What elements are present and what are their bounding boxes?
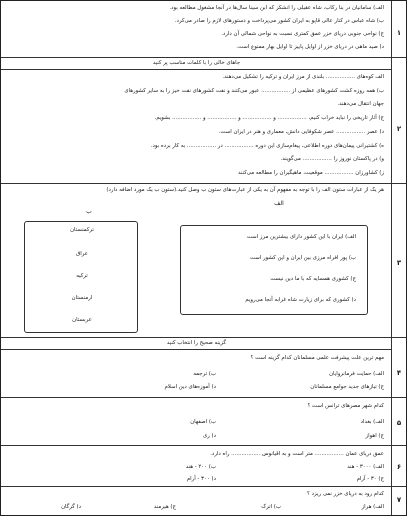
question-number-7: ۷: [396, 496, 402, 504]
q6-option-d[interactable]: د) ۳۰۰ - آرام: [186, 476, 216, 482]
q1-line-c: ج) نواحی جنوبی دریای خزر عمق کمتری نسبت به نواحی شمالی آن دارد.: [221, 31, 384, 37]
q4-header-divider: [1, 349, 392, 350]
divider-3: [1, 337, 406, 338]
q2-line-b: ب) همه روزه کشت کشورهای عظیمی از ................. عبور می‌کنند و نفت کشورهای نفت خیز را به سایر کشورهای: [124, 88, 384, 94]
divider-5: [1, 445, 406, 446]
q7-option-b[interactable]: ب) اترک: [261, 504, 281, 510]
q3-alef-item-a: الف) ایران با این کشور دارای بیشترین مرز است: [246, 234, 356, 240]
q5-question: کدام شهر مصرهای ترانس است ؟: [307, 403, 384, 409]
q1-line-b: ب) شاه عباس در کنار عالی قاپو به ایران کشور می‌پرداخت و دستورهای لازم را صادر می‌کرد.: [174, 18, 384, 24]
q2-line-b-cont: جهان انتقال می‌دهند.: [337, 101, 384, 107]
q2-line-g: ز) کشاورزان ................. موقعیت، ماهیگیران را مطالعه می‌کنند: [238, 170, 384, 176]
divider-2: [1, 183, 406, 184]
question-number-2: ۲: [396, 125, 402, 133]
q3-col-be-title: ب: [86, 208, 92, 215]
q2-header-divider: [1, 69, 392, 70]
question-number-4: ۴: [396, 369, 402, 377]
q2-line-e: ه) کشتیرانی پیمان‌های دوره اطلاعی، پیغام‌سازی این دوره ................. در ................. به کار برده بود.: [150, 143, 384, 149]
q2-line-f: و) در پاکستان نوروز را ................. می‌گویند.: [280, 156, 384, 162]
q6-option-b[interactable]: ب) ۲۰۰ - هند: [185, 464, 216, 470]
q6-option-a[interactable]: الف) ۳۰۰۰ - هند: [347, 464, 384, 470]
q5-option-b[interactable]: ب) اصفهان: [190, 419, 216, 425]
q3-alef-item-c: ج) کشوری همسایه که با ما دین نیست: [270, 276, 356, 282]
q4-option-d[interactable]: د) آموزه‌های دین اسلام: [164, 384, 216, 390]
q7-option-a[interactable]: الف) هراز: [361, 504, 384, 510]
q5-option-c[interactable]: ج) اهواز: [365, 433, 384, 439]
question-number-1: ۱: [396, 29, 402, 37]
q4-question: مهم ترین علت پیشرفت علمی مسلمانان کدام گزینه است ؟: [250, 355, 384, 361]
q7-option-d[interactable]: د) گرگان: [61, 504, 81, 510]
q6-option-c[interactable]: ج) ۳۰ - آرام: [356, 476, 384, 482]
q3-alef-item-b: ب) پور افراه مرزی بین ایران و این کشور است: [250, 255, 356, 261]
q2-line-a: الف کوه‌های ................. بلندی از مرز ایران و ترکیه را تشکیل می‌دهند.: [222, 74, 384, 80]
q2-line-c: ج) آثار تاریخی را نباید خراب کنیم، ................. و ................. و ................. و ................. بشویم.: [154, 115, 384, 121]
q3-be-item-4: ارمنستان: [71, 295, 93, 301]
q4-option-a[interactable]: الف) حمایت فرمانروایان: [329, 371, 384, 377]
q3-col-alef-title: الف: [274, 200, 284, 207]
q5-option-d[interactable]: د) ری: [202, 433, 216, 439]
divider-6: [1, 486, 406, 487]
q6-question: عمق دریای عمان ................. متر است و به اقیانوس ................. راه دارد.: [210, 451, 384, 457]
q4-option-c[interactable]: ج) تیازهای جدید جوامع مسلمانان: [310, 384, 384, 390]
q3-be-item-2: عراق: [76, 251, 88, 257]
question-number-5: ۵: [396, 419, 402, 427]
number-column-divider: [391, 1, 392, 515]
q2-header: جاهای خالی را با کلمات مناسب پر کنید: [152, 60, 241, 66]
divider-4: [1, 397, 406, 398]
q1-line-a: الف) سامانیان در بنا رکاب، شاه عقیلی را انشکر که ابن سینا سال‌ها در آنجا مشغول مطالعه بود.: [169, 5, 384, 11]
q5-option-a[interactable]: الف) بغداد: [360, 419, 384, 425]
q3-be-item-5: عربستان: [72, 317, 92, 323]
q3-be-item-1: ترکمنستان: [70, 227, 94, 233]
divider-1: [1, 57, 406, 58]
q7-option-c[interactable]: ج) هیرمند: [153, 504, 176, 510]
q4-option-b[interactable]: ب) ترجمه: [193, 371, 216, 377]
q3-be-item-3: ترکیه: [76, 273, 88, 279]
question-number-6: ۶: [396, 463, 402, 471]
q7-question: کدام رود به دریای خزر نمی ریزد ؟: [307, 491, 384, 497]
question-number-3: ۳: [396, 259, 402, 267]
q1-line-d: د) صید ماهی در دریای خزر از اوایل پاییز تا اوایل بهار ممنوع است.: [236, 44, 384, 50]
q2-line-d: د) عصر ................. عصر شکوفایی دانش، معماری و هنر در ایران است.: [218, 129, 384, 135]
q4-header: گزینه صحیح را انتخاب کنید: [166, 340, 227, 346]
q3-alef-item-d: د) کشوری که برای زیارت شاه غرابه آنجا می‌رویم: [245, 297, 356, 303]
q3-instruction: هر یک از عبارات ستون الف را با توجه به مفهوم آن به یکی از عبارت‌های ستون ب وصل کنید.(ستون ب یک مورد اضافه دارد): [106, 187, 384, 193]
